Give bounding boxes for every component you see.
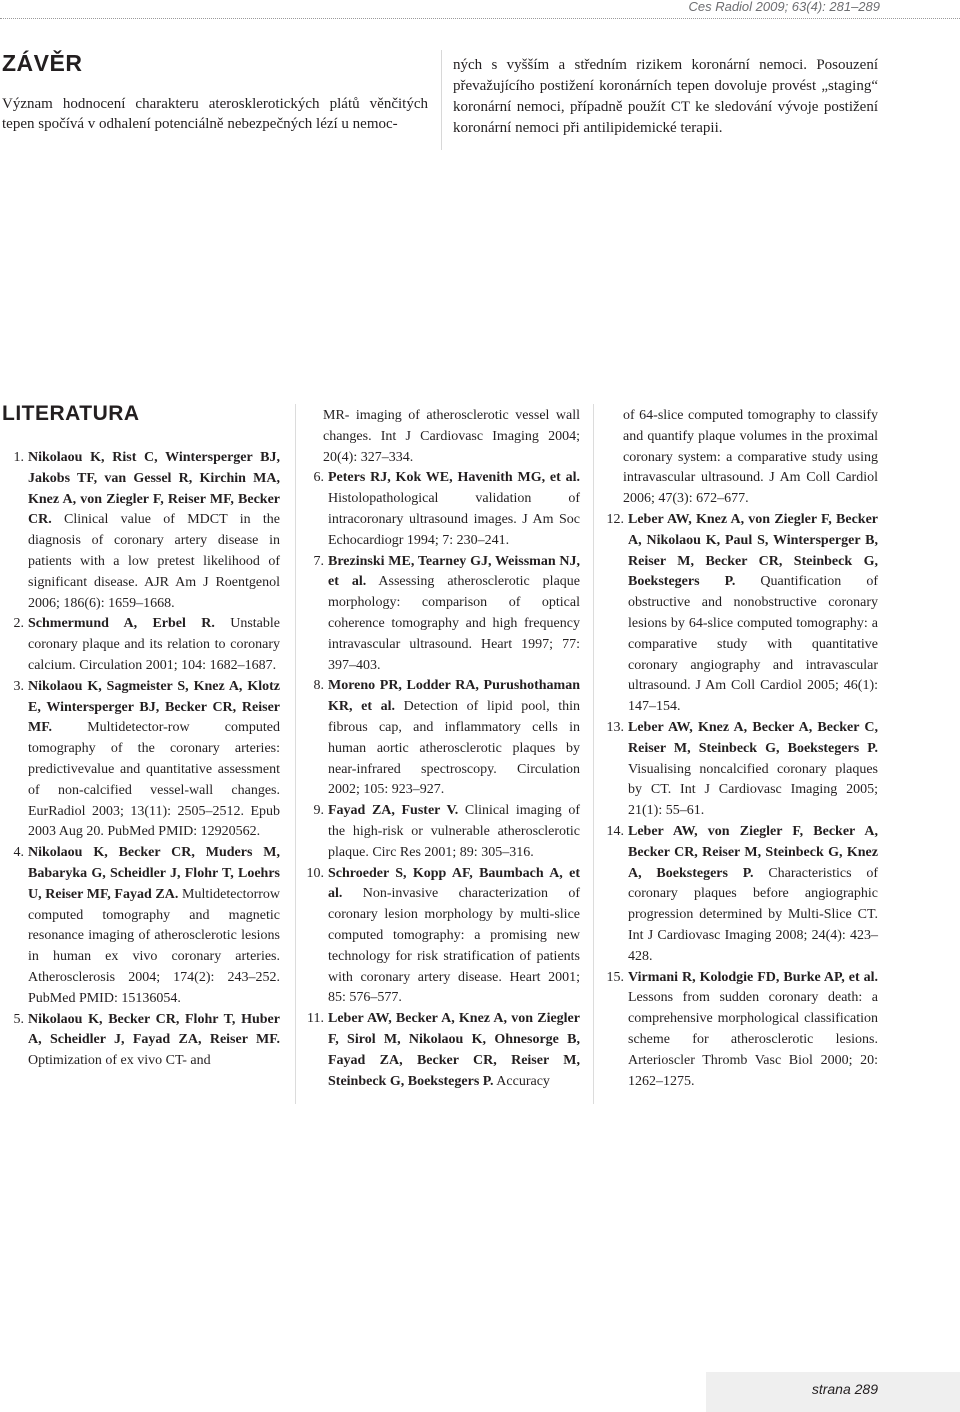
reference-authors: Nikolaou K, Sagmeister S, Knez A, Klotz E, Wintersperger BJ, Becker CR, Reiser MF. bbox=[28, 678, 280, 736]
column-divider bbox=[441, 50, 442, 150]
reference-item bbox=[304, 801, 580, 863]
literature-heading: LITERATURA bbox=[2, 402, 140, 425]
reference-text: Optimization of ex vivo CT- and bbox=[28, 1053, 211, 1069]
reference-text: Histolopathological validation of intracoronary ultrasound images. J Am Soc Echocardiogr 1994; 7: 230–241. bbox=[328, 491, 580, 548]
reference-number: 10. bbox=[306, 865, 324, 881]
reference-item bbox=[604, 718, 878, 822]
reference-authors: Nikolaou K, Becker CR, Flohr T, Huber A, Scheidler J, Fayad ZA, Reiser MF. bbox=[28, 1011, 280, 1048]
reference-text: Lessons from sudden coronary death: a comprehensive morphological classification scheme for atherosclerotic lesions. Arterioscler Thromb Vasc Biol 2000; 20: 1262–1275. bbox=[628, 990, 878, 1089]
reference-text: Accuracy bbox=[496, 1073, 550, 1089]
reference-number: 6. bbox=[313, 470, 324, 486]
reference-authors: Moreno PR, Lodder RA, Purushothaman KR, et al. bbox=[328, 678, 580, 715]
conclusion-heading: ZÁVĚR bbox=[2, 50, 83, 76]
reference-text: Unstable coronary plaque and its relation to coronary calcium. Circulation 2001; 104: 1682–1687. bbox=[28, 616, 280, 673]
reference-authors: Leber AW, Becker A, Knez A, von Ziegler F, Sirol M, Nikolaou K, Ohnesorge B, Fayad ZA, Becker CR, Reiser M, Steinbeck G, Boekstegers P. bbox=[328, 1011, 580, 1089]
reference-number: 15. bbox=[606, 969, 624, 985]
reference-item bbox=[4, 843, 280, 1009]
reference-number: 12. bbox=[606, 511, 624, 527]
reference-item bbox=[4, 1010, 280, 1072]
references-column-2 bbox=[304, 406, 580, 1092]
reference-item bbox=[304, 1009, 580, 1092]
reference-authors: Leber AW, Knez A, Becker A, Becker C, Reiser M, Steinbeck G, Boekstegers P. bbox=[628, 719, 878, 756]
reference-item bbox=[304, 468, 580, 551]
reference-authors: Fayad ZA, Fuster V. bbox=[328, 803, 459, 819]
reference-number: 7. bbox=[313, 553, 324, 569]
reference-text: Visualising noncalcified coronary plaques by CT. Int J Cardiovasc Imaging 2005; 21(1): 55–61. bbox=[628, 761, 878, 819]
reference-number: 5. bbox=[13, 1011, 24, 1027]
reference-number: 9. bbox=[313, 803, 324, 819]
reference-text: Multidetector-row computed tomography of the coronary arteries: predictivevalue and quantitative assessment of non-calcified vessel-wall changes. EurRadiol 2003; 13(11): 2505–2512. Epub 2003 Aug 20. PubMed PMID: 12920562. bbox=[28, 720, 281, 840]
reference-authors: Leber AW, Knez A, von Ziegler F, Becker A, Nikolaou K, Paul S, Wintersperger B, Reiser M, Becker CR, Steinbeck G, Boekstegers P. bbox=[628, 511, 878, 590]
reference-authors: Peters RJ, Kok WE, Havenith MG, et al. bbox=[328, 470, 580, 486]
reference-item bbox=[4, 448, 280, 614]
reference-number: 2. bbox=[13, 616, 24, 632]
reference-number: 11. bbox=[307, 1011, 324, 1027]
reference-item bbox=[604, 822, 878, 968]
page-number: strana 289 bbox=[811, 1381, 878, 1397]
reference-authors: Nikolaou K, Becker CR, Muders M, Babaryka G, Scheidler J, Flohr T, Loehrs U, Reiser MF, Fayad ZA. bbox=[28, 845, 280, 902]
reference-item bbox=[304, 864, 580, 1010]
reference-text: Clinical imaging of the high-risk or vulnerable atherosclerotic plaque. Circ Res 2001; 89: 305–316. bbox=[328, 803, 580, 860]
reference-number: 3. bbox=[13, 678, 24, 694]
reference-text: Multidetectorrow computed tomography and magnetic resonance imaging of atherosclerotic lesions in human ex vivo coronary arteries. Atherosclerosis 2004; 174(2): 243–252. PubMed PMID: 15136054. bbox=[28, 886, 281, 1006]
reference-number: 1. bbox=[13, 450, 24, 465]
journal-header: Ces Radiol 2009; 63(4): 281–289 bbox=[688, 0, 880, 14]
reference-authors: Schmermund A, Erbel R. bbox=[28, 616, 215, 632]
reference-text: Quantification of obstructive and nonobstructive coronary lesions by 64-slice computed tomography: a comparative study with quantitative coronary angiography and intravascular ultrasound. J Am Coll Cardiol 2005; 46(1): 147–154. bbox=[628, 574, 878, 715]
references-column-1 bbox=[4, 448, 280, 1072]
references-column-3 bbox=[604, 406, 878, 1092]
reference-continuation: of 64-slice computed tomography to classify and quantify plaque volumes in the proximal coronary system: a comparative study using intravascular ultrasound. J Am Coll Cardiol 2006; 47(3): 672–677. bbox=[623, 408, 878, 507]
conclusion-text-right: ných s vyšším a středním rizikem koronární nemoci. Posouzení převažujícího postižení koronárních tepen dovoluje provést „staging“ koronární nemoci, případně použít CT ke sledování vývoje postižení koronární nemoci při antilipidemické terapii. bbox=[453, 57, 878, 136]
reference-item bbox=[304, 552, 580, 677]
reference-number: 13. bbox=[606, 719, 624, 735]
conclusion-text-left: Význam hodnocení charakteru aterosklerotických plátů věnčitých tepen spočívá v odhalení potenciálně nebezpečných lézí u nemoc- bbox=[2, 96, 428, 132]
reference-continuation: MR- imaging of atherosclerotic vessel wall changes. Int J Cardiovasc Imaging 2004; 20(4): 327–334. bbox=[323, 408, 580, 465]
reference-item bbox=[304, 676, 580, 801]
reference-authors: Schroeder S, Kopp AF, Baumbach A, et al. bbox=[328, 865, 580, 902]
reference-item bbox=[4, 677, 280, 843]
reference-text: Detection of lipid pool, thin fibrous cap, and inflammatory cells in human aortic atherosclerotic plaques by near-infrared spectroscopy. Circulation 2002; 105: 923–927. bbox=[328, 699, 581, 798]
reference-item bbox=[604, 968, 878, 1093]
reference-item bbox=[604, 510, 878, 718]
reference-item bbox=[4, 614, 280, 676]
reference-number: 4. bbox=[13, 845, 24, 861]
reference-authors: Leber AW, von Ziegler F, Becker A, Becker CR, Reiser M, Steinbeck G, Knez A, Boekstegers P. bbox=[628, 823, 878, 881]
column-divider bbox=[295, 404, 296, 1104]
reference-number: 14. bbox=[606, 823, 624, 839]
column-divider bbox=[593, 404, 594, 1104]
header-divider bbox=[0, 18, 960, 19]
reference-authors: Nikolaou K, Rist C, Wintersperger BJ, Jakobs TF, van Gessel R, Kirchin MA, Knez A, von Ziegler F, Reiser MF, Becker CR. bbox=[28, 450, 280, 528]
reference-text: Clinical value of MDCT in the diagnosis of coronary artery disease in patients with a low pretest likelihood of significant disease. AJR Am J Roentgenol 2006; 186(6): 1659–1668. bbox=[28, 512, 280, 611]
reference-text: Assessing atherosclerotic plaque morphology: comparison of optical coherence tomography and high frequency intravascular ultrasound. Heart 1997; 77: 397–403. bbox=[328, 574, 580, 673]
reference-number: 8. bbox=[313, 678, 324, 694]
reference-text: Non-invasive characterization of coronary lesion morphology by multi-slice computed tomography: a promising new technology for risk stratification of patients with coronary artery disease. Heart 2001; 85: 576–577. bbox=[328, 886, 580, 1006]
reference-authors: Brezinski ME, Tearney GJ, Weissman NJ, et al. bbox=[328, 553, 580, 590]
reference-authors: Virmani R, Kolodgie FD, Burke AP, et al. bbox=[628, 969, 878, 985]
reference-text: Characteristics of coronary plaques before angiographic progression determined by Multi-Slice CT. Int J Cardiovasc Imaging 2008; 24(4): 423–428. bbox=[628, 865, 878, 964]
